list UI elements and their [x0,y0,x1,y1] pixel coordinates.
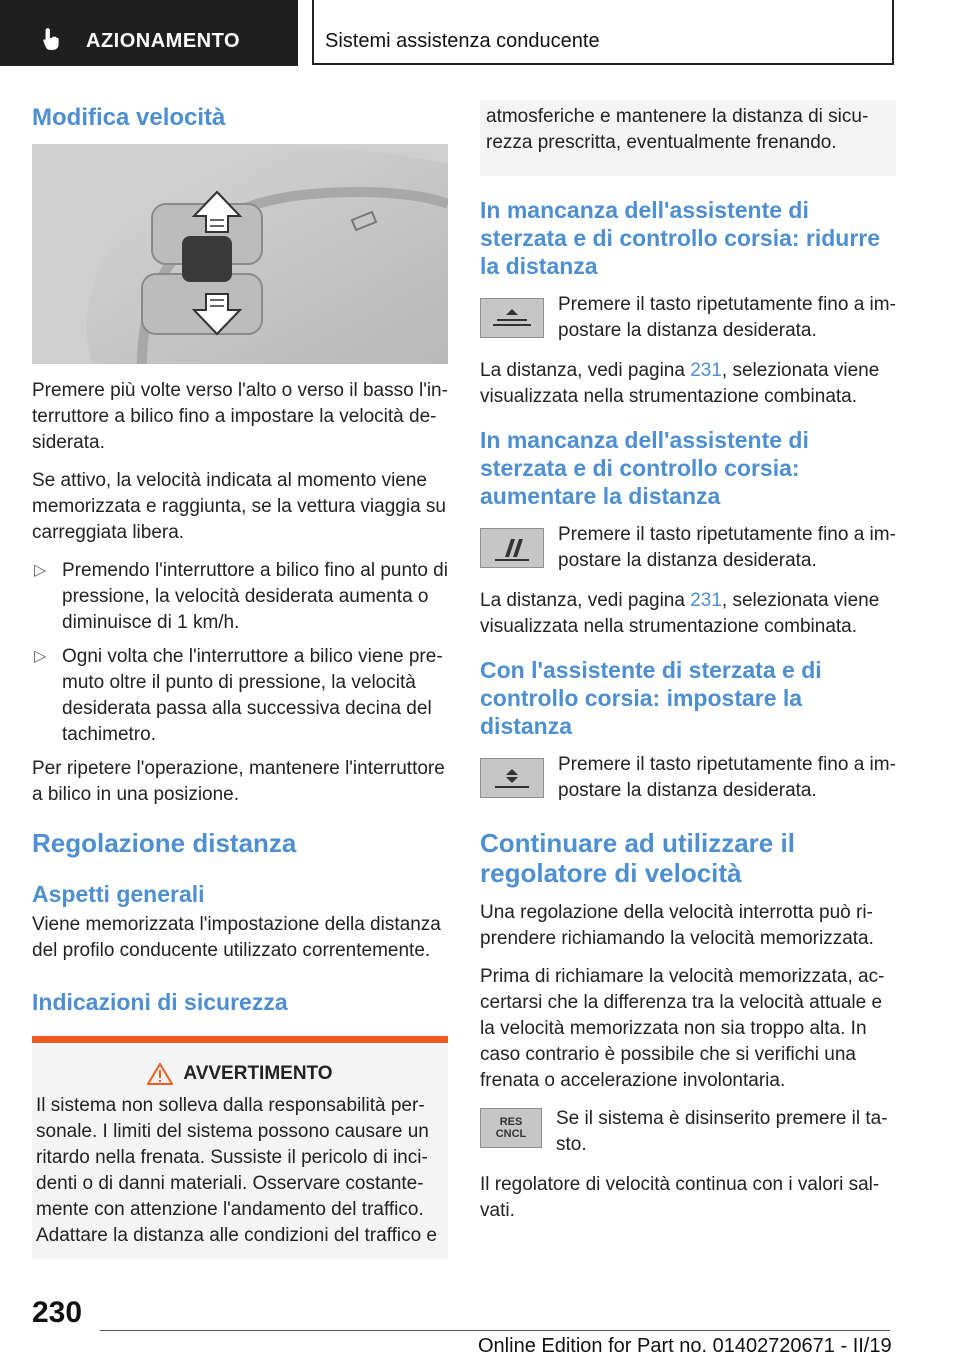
bullet-list [32,558,448,748]
heading-impostare-distanza: Con l'assistente di sterzata e di controllo corsia: impostare la distanza [480,657,822,739]
edition-text: Online Edition for Part no. 01402720671 - II/19 [478,1335,892,1357]
heading-indicazioni-sicurezza: Indicazioni di sicurezza [32,989,288,1015]
header-divider [892,0,894,64]
paragraph: Premere più volte verso l'alto o verso il basso l'in-terruttore a bilico fino a impostare la velocità de-siderata. [32,380,448,453]
warning-continuation-text: atmosferiche e mantenere la distanza di sicu-rezza prescritta, eventualmente frenando. [486,106,869,153]
warning-continuation-box [480,100,896,176]
header-chapter-title: Sistemi assistenza conducente [325,30,600,52]
instruction-text: Premere il tasto ripetutamente fino a im-postare la distanza desiderata. [558,524,896,571]
text: La distanza, vedi pagina [480,590,691,611]
warning-text: Il sistema non solleva dalla responsabilità per-sonale. I limiti del sistema possono causare un ritardo nella frenata. Sussiste il pericolo di inci-denti o di danni materiali. Osservare costante-mente con attenzione l'andamento del traffico. Adattare la distanza alle condizioni del traffico e [36,1095,438,1246]
heading-ridurre-distanza: In mancanza dell'assistente di sterzata e di controllo corsia: ridurre la distanza [480,197,881,279]
paragraph: Se attivo, la velocità indicata al momento viene memorizzata e raggiunta, se la vettura viaggia su carreggiata libera. [32,470,446,543]
paragraph [480,358,896,410]
instruction-text: Se il sistema è disinserito premere il ta-sto. [556,1108,888,1155]
warning-box [32,1036,448,1259]
heading-continuare: Continuare ad utilizzare il regolatore di velocità [480,828,795,888]
triangle-bullet-icon: ▷ [34,562,47,579]
instruction-row [480,752,896,804]
header-divider [312,63,894,65]
paragraph: Per ripetere l'operazione, mantenere l'interruttore a bilico in una posizione. [32,758,445,805]
instruction-row [480,1106,896,1158]
paragraph [480,588,896,640]
header-section-title: AZIONAMENTO [86,30,241,52]
page-header [0,0,960,66]
distance-decrease-button-icon [480,298,544,338]
heading-aspetti-generali: Aspetti generali [32,881,205,907]
text: , selezionata viene visualizzata nella strumentazione combinata. [480,590,880,637]
cncl-label: CNCL [495,1128,527,1140]
paragraph: Una regolazione della velocità interrotta può ri-prendere richiamando la velocità memorizzata. [480,902,874,949]
page-number: 230 [32,1296,83,1329]
distance-increase-button-icon [480,528,544,568]
instruction-row [480,522,896,574]
header-divider [312,0,314,64]
heading-aumentare-distanza: In mancanza dell'assistente di sterzata e di controllo corsia: aumentare la distanza [480,427,809,509]
header-section-tab [0,0,298,66]
list-item [32,644,448,748]
left-column [32,100,448,1259]
footer-divider [100,1330,890,1331]
res-label: RES [499,1116,523,1128]
res-cncl-button-icon [480,1108,542,1148]
heading-regolazione-distanza: Regolazione distanza [32,828,297,858]
list-item-text: Ogni volta che l'interruttore a bilico viene pre-muto oltre il punto di pressione, la velocità desiderata passa alla successiva decina del tachimetro. [62,646,443,745]
list-item [32,558,448,636]
distance-set-button-icon [480,758,544,798]
list-item-text: Premendo l'interruttore a bilico fino al punto di pressione, la velocità desiderata aumenta o diminuisce di 1 km/h. [62,560,448,633]
warning-triangle-icon [147,1063,173,1085]
page-link[interactable]: 231 [690,360,722,381]
page-link[interactable]: 231 [690,590,722,611]
right-column [480,104,896,1236]
triangle-bullet-icon: ▷ [34,648,47,665]
instruction-text: Premere il tasto ripetutamente fino a im-postare la distanza desiderata. [558,754,896,801]
instruction-text: Premere il tasto ripetutamente fino a im-postare la distanza desiderata. [558,294,896,341]
heading-modifica-velocita: Modifica velocità [32,104,226,131]
paragraph: Il regolatore di velocità continua con i valori sal-vati. [480,1174,880,1221]
paragraph: Prima di richiamare la velocità memorizzata, ac-certarsi che la differenza tra la velocità attuale e la velocità memorizzata non sia troppo alta. In caso contrario è possibile che si verifichi una frenata o accelerazione involontaria. [480,966,885,1091]
text: , selezionata viene visualizzata nella strumentazione combinata. [480,360,880,407]
warning-header [32,1061,448,1087]
hand-pointer-icon [38,26,64,52]
paragraph: Viene memorizzata l'impostazione della distanza del profilo conducente utilizzato correntemente. [32,914,441,961]
steering-wheel-photo [32,144,448,364]
instruction-row [480,292,896,344]
text: La distanza, vedi pagina [480,360,691,381]
warning-title: AVVERTIMENTO [183,1063,333,1084]
steering-wheel-rocker-switch-image [32,144,448,364]
